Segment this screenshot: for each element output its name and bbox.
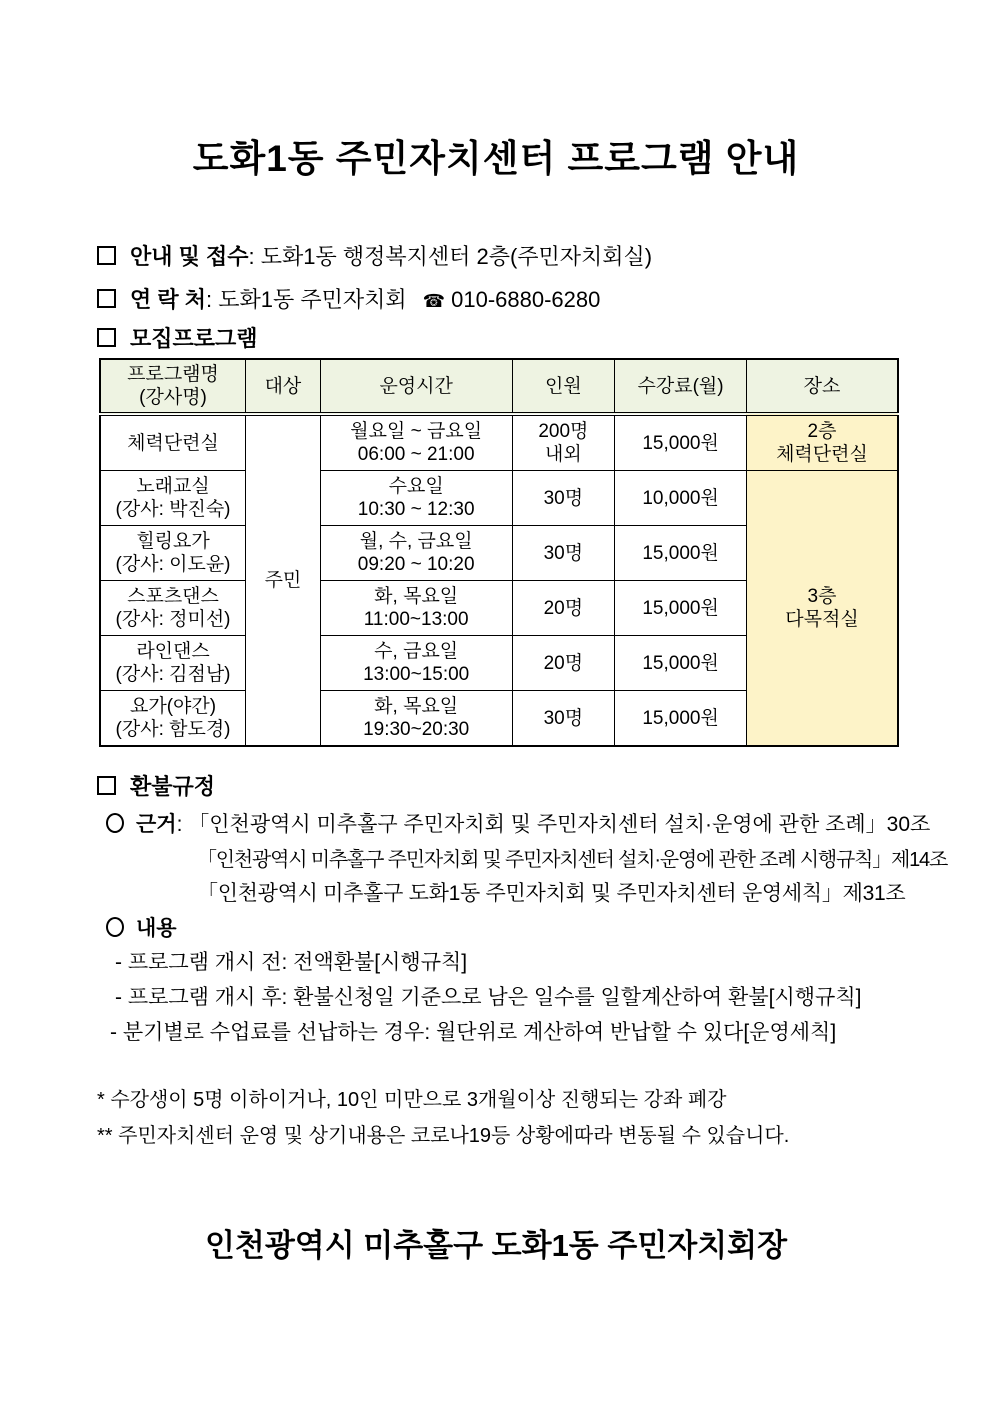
program-name-cell xyxy=(100,691,246,747)
content-item: - 프로그램 개시 후: 환불신청일 기준으로 남은 일수를 일할계산하여 환불[시행규칙] xyxy=(115,986,862,1009)
table-header-row xyxy=(100,359,898,414)
note: * 수강생이 5명 이하이거나, 10인 미만으로 3개월이상 진행되는 강좌 폐강 xyxy=(97,1089,727,1111)
program-table xyxy=(99,358,899,747)
checkbox-square-icon xyxy=(97,246,116,265)
program-name: 요가(야간) xyxy=(129,696,217,717)
page-title: 도화1동 주민자치센터 프로그램 안내 xyxy=(192,138,800,179)
basis-line-1 xyxy=(106,808,930,838)
checkbox-square-icon xyxy=(97,776,116,795)
capacity-cell: 30명 xyxy=(512,691,615,747)
instructor: (강사: 박진숙) xyxy=(115,499,231,520)
header-place: 장소 xyxy=(746,359,898,414)
program-name: 노래교실 xyxy=(136,476,210,497)
capacity-cell: 200명 내외 xyxy=(512,414,615,471)
capacity-cell: 20명 xyxy=(512,581,615,636)
basis-label: 근거 xyxy=(136,813,177,836)
program-name: 라인댄스 xyxy=(136,641,210,662)
reception-line xyxy=(97,240,652,271)
days: 월, 수, 금요일 xyxy=(359,531,473,552)
programs-heading xyxy=(97,322,258,353)
instructor: (강사: 정미선) xyxy=(115,609,231,630)
days: 수요일 xyxy=(388,476,444,497)
basis-text: : 「인천광역시 미추홀구 주민자치회 및 주민자치센터 설치·운영에 관한 조례」30조 xyxy=(176,813,931,836)
place-cell: 2층 체력단련실 xyxy=(746,414,898,471)
refund-heading-label: 환불규정 xyxy=(130,774,216,799)
content-item: - 프로그램 개시 전: 전액환불[시행규칙] xyxy=(115,951,468,974)
days: 월요일 ~ 금요일 xyxy=(350,421,483,442)
reception-value: : 도화1동 행정복지센터 2층(주민자치회실) xyxy=(248,244,653,269)
content-heading xyxy=(106,912,177,942)
time: 06:00 ~ 21:00 xyxy=(357,444,475,465)
place-cell: 3층 다목적실 xyxy=(746,471,898,747)
refund-heading xyxy=(97,770,215,801)
days: 수, 금요일 xyxy=(374,641,459,662)
circle-bullet-icon xyxy=(106,813,124,833)
fee-cell: 15,000원 xyxy=(615,636,747,691)
programs-label: 모집프로그램 xyxy=(130,326,258,351)
capacity-cell: 20명 xyxy=(512,636,615,691)
schedule-cell xyxy=(320,471,512,526)
basis-line-3: 「인천광역시 미추홀구 도화1동 주민자치회 및 주민자치센터 운영세칙」제31조 xyxy=(197,882,906,905)
time: 09:20 ~ 10:20 xyxy=(357,554,475,575)
time: 13:00~15:00 xyxy=(363,664,470,685)
program-name-cell xyxy=(100,581,246,636)
basis-line-2: 「인천광역시 미추홀구 주민자치회 및 주민자치센터 설치·운영에 관한 조례 시행규칙」제14조 xyxy=(197,849,948,871)
program-name: 체력단련실 xyxy=(127,432,219,454)
footer-signature: 인천광역시 미추홀구 도화1동 주민자치회장 xyxy=(204,1228,788,1263)
header-capacity: 인원 xyxy=(512,359,615,414)
header-fee: 수강료(월) xyxy=(615,359,747,414)
program-name-cell xyxy=(100,414,246,471)
time: 10:30 ~ 12:30 xyxy=(357,499,475,520)
reception-label: 안내 및 접수 xyxy=(130,244,249,269)
program-name: 스포츠댄스 xyxy=(127,586,219,607)
schedule-cell xyxy=(320,581,512,636)
fee-cell: 10,000원 xyxy=(615,471,747,526)
schedule-cell xyxy=(320,526,512,581)
time: 19:30~20:30 xyxy=(363,719,470,740)
table-row xyxy=(100,471,898,526)
content-label: 내용 xyxy=(136,917,177,940)
fee-cell: 15,000원 xyxy=(615,581,747,636)
program-name-cell xyxy=(100,526,246,581)
days: 화, 목요일 xyxy=(374,696,459,717)
capacity-cell: 30명 xyxy=(512,526,615,581)
header-target: 대상 xyxy=(246,359,321,414)
table-row xyxy=(100,414,898,471)
note: ** 주민자치센터 운영 및 상기내용은 코로나19등 상황에따라 변동될 수 있습니다. xyxy=(97,1125,790,1147)
capacity-cell: 30명 xyxy=(512,471,615,526)
instructor: (강사: 이도윤) xyxy=(115,554,231,575)
days: 화, 목요일 xyxy=(374,586,459,607)
fee-cell: 15,000원 xyxy=(615,691,747,747)
program-name-cell xyxy=(100,471,246,526)
schedule-cell xyxy=(320,691,512,747)
time: 11:00~13:00 xyxy=(363,609,469,630)
instructor: (강사: 김점남) xyxy=(115,664,231,685)
contact-value: : 도화1동 주민자치회 xyxy=(205,287,407,312)
contact-label: 연 락 처 xyxy=(130,287,206,312)
instructor: (강사: 함도경) xyxy=(115,719,231,740)
circle-bullet-icon xyxy=(106,917,124,937)
phone-number: 010-6880-6280 xyxy=(451,287,601,312)
checkbox-square-icon xyxy=(97,289,116,308)
program-name: 힐링요가 xyxy=(136,531,210,552)
contact-line xyxy=(97,283,600,314)
target-cell: 주민 xyxy=(246,414,321,746)
schedule-cell xyxy=(320,414,512,471)
schedule-cell xyxy=(320,636,512,691)
header-program: 프로그램명 (강사명) xyxy=(100,359,246,414)
checkbox-square-icon xyxy=(97,328,116,347)
program-name-cell xyxy=(100,636,246,691)
fee-cell: 15,000원 xyxy=(615,526,747,581)
header-time: 운영시간 xyxy=(320,359,512,414)
fee-cell: 15,000원 xyxy=(615,414,747,471)
telephone-icon: ☎ xyxy=(422,291,446,311)
content-item: - 분기별로 수업료를 선납하는 경우: 월단위로 계산하여 반납할 수 있다[운영세칙] xyxy=(110,1021,837,1044)
